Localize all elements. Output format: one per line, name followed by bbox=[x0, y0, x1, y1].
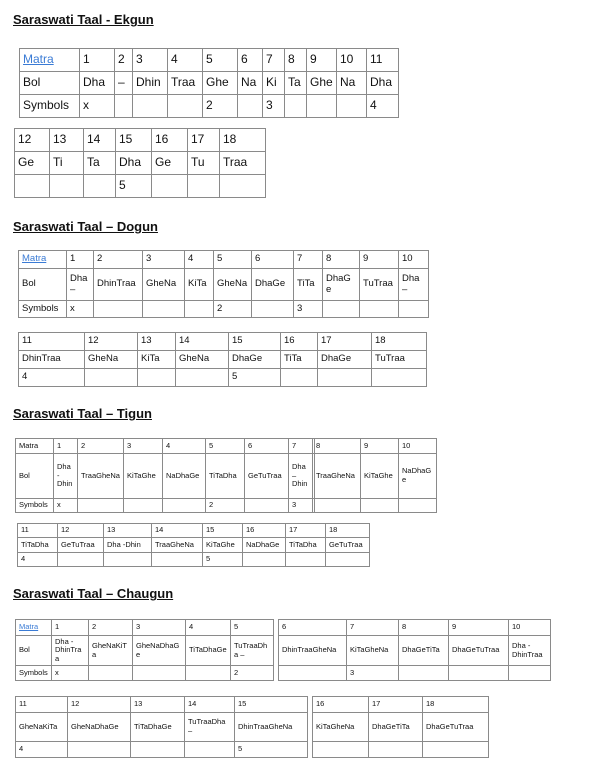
table-cell bbox=[449, 666, 509, 681]
table-row bbox=[279, 620, 551, 636]
table-cell bbox=[185, 742, 235, 758]
table-cell: TraaGheNa bbox=[78, 454, 124, 499]
section-title-ekgun: Saraswati Taal - Ekgun bbox=[13, 12, 154, 27]
table-cell: DhaGeTiTa bbox=[369, 713, 423, 742]
table-cell: 10 bbox=[337, 49, 367, 72]
table-row bbox=[279, 666, 551, 681]
table-cell: Ta bbox=[84, 152, 116, 175]
table-cell: 16 bbox=[281, 333, 318, 351]
table-cell: Dha - DhinTraa bbox=[52, 636, 89, 666]
table-row bbox=[16, 620, 274, 636]
table-cell: Traa bbox=[168, 72, 203, 95]
table-cell: 15 bbox=[229, 333, 281, 351]
ekgun-table-2 bbox=[14, 128, 266, 198]
table-cell bbox=[318, 369, 372, 387]
table-cell bbox=[50, 175, 84, 198]
table-cell: Ki bbox=[263, 72, 285, 95]
ekgun-table-1 bbox=[19, 48, 399, 118]
table-cell: GheNaKiTa bbox=[16, 713, 68, 742]
table-cell: Dha -Dhin bbox=[104, 538, 152, 553]
table-cell: GheNaDhaGe bbox=[133, 636, 186, 666]
table-cell: 1 bbox=[80, 49, 115, 72]
chaugun-table-1 bbox=[15, 619, 274, 681]
table-cell bbox=[89, 666, 133, 681]
table-cell: GeTuTraa bbox=[58, 538, 104, 553]
table-cell bbox=[245, 499, 289, 513]
table-cell: 17 bbox=[188, 129, 220, 152]
table-cell bbox=[104, 553, 152, 567]
table-row bbox=[19, 369, 427, 387]
table-cell: 15 bbox=[203, 524, 243, 538]
table-cell: NaDhaGe bbox=[243, 538, 286, 553]
table-cell: 7 bbox=[347, 620, 399, 636]
table-row bbox=[19, 351, 427, 369]
table-cell: 18 bbox=[372, 333, 427, 351]
table-cell: 3 bbox=[124, 439, 163, 454]
table-cell: DhaGe bbox=[229, 351, 281, 369]
table-cell bbox=[186, 666, 231, 681]
table-cell: 11 bbox=[18, 524, 58, 538]
table-cell: 11 bbox=[16, 697, 68, 713]
section-title-chaugun: Saraswati Taal – Chaugun bbox=[13, 586, 174, 601]
table-cell: 1 bbox=[52, 620, 89, 636]
table-cell bbox=[326, 553, 370, 567]
table-cell bbox=[68, 742, 131, 758]
table-cell: 9 bbox=[307, 49, 337, 72]
table-row bbox=[313, 454, 437, 499]
table-cell: 11 bbox=[367, 49, 399, 72]
table-row bbox=[19, 301, 429, 318]
table-row bbox=[15, 152, 266, 175]
table-cell: DhaGeTuTraa bbox=[423, 713, 489, 742]
table-cell: Bol bbox=[20, 72, 80, 95]
chaugun-table-3 bbox=[15, 696, 308, 758]
table-cell: Dha – Dhin bbox=[289, 454, 315, 499]
table-row bbox=[19, 269, 429, 301]
table-cell bbox=[152, 175, 188, 198]
table-cell: DhaGeTiTa bbox=[399, 636, 449, 666]
table-cell: 2 bbox=[231, 666, 274, 681]
section-title-tigun: Saraswati Taal – Tigun bbox=[13, 406, 152, 421]
section-title-dogun: Saraswati Taal – Dogun bbox=[13, 219, 158, 234]
table-cell: Dhin bbox=[133, 72, 168, 95]
table-cell: 3 bbox=[143, 251, 185, 269]
table-row bbox=[15, 175, 266, 198]
table-cell: 17 bbox=[286, 524, 326, 538]
table-cell: 10 bbox=[509, 620, 551, 636]
table-cell: 17 bbox=[318, 333, 372, 351]
table-cell: 9 bbox=[361, 439, 399, 454]
table-cell: Dha bbox=[80, 72, 115, 95]
table-cell: 1 bbox=[54, 439, 78, 454]
table-cell: GheNa bbox=[214, 269, 252, 301]
table-cell: 10 bbox=[399, 251, 429, 269]
table-cell: DhinTraaGheNa bbox=[235, 713, 308, 742]
table-cell: TiTaDhaGe bbox=[131, 713, 185, 742]
table-cell bbox=[115, 95, 133, 118]
table-cell bbox=[143, 301, 185, 318]
dogun-table-1 bbox=[18, 250, 429, 318]
table-cell: 17 bbox=[369, 697, 423, 713]
table-cell bbox=[399, 666, 449, 681]
table-cell: GheNa bbox=[176, 351, 229, 369]
table-cell: 5 bbox=[235, 742, 308, 758]
table-cell: 12 bbox=[85, 333, 138, 351]
table-cell: Bol bbox=[19, 269, 67, 301]
table-cell bbox=[58, 553, 104, 567]
table-cell: Bol bbox=[16, 636, 52, 666]
table-cell: x bbox=[80, 95, 115, 118]
table-cell: TiTaDha bbox=[206, 454, 245, 499]
table-row bbox=[313, 713, 489, 742]
table-cell: DhaGeTuTraa bbox=[449, 636, 509, 666]
table-row bbox=[313, 697, 489, 713]
table-cell bbox=[281, 369, 318, 387]
table-cell bbox=[188, 175, 220, 198]
table-cell: Symbols bbox=[20, 95, 80, 118]
table-cell bbox=[313, 742, 369, 758]
table-cell: 18 bbox=[220, 129, 266, 152]
table-cell bbox=[133, 666, 186, 681]
table-cell bbox=[360, 301, 399, 318]
table-cell: DhaGe bbox=[318, 351, 372, 369]
table-cell: 18 bbox=[326, 524, 370, 538]
table-cell: Ti bbox=[50, 152, 84, 175]
table-cell: 11 bbox=[19, 333, 85, 351]
table-cell: 5 bbox=[203, 49, 238, 72]
table-cell: 12 bbox=[15, 129, 50, 152]
table-cell: 5 bbox=[231, 620, 274, 636]
table-cell: 12 bbox=[68, 697, 131, 713]
table-cell bbox=[307, 95, 337, 118]
table-cell: 3 bbox=[133, 620, 186, 636]
table-cell: 1 bbox=[67, 251, 94, 269]
table-cell: TiTaDha bbox=[286, 538, 326, 553]
dogun-table-2 bbox=[18, 332, 427, 387]
table-cell: 4 bbox=[163, 439, 206, 454]
table-cell bbox=[185, 301, 214, 318]
tigun-table-3 bbox=[17, 523, 370, 567]
table-cell: Ghe bbox=[203, 72, 238, 95]
table-cell: Matra bbox=[16, 439, 54, 454]
tigun-table-2 bbox=[312, 438, 437, 513]
table-cell: 2 bbox=[89, 620, 133, 636]
table-row bbox=[16, 697, 308, 713]
table-cell: GheNaKiTa bbox=[89, 636, 133, 666]
table-row bbox=[16, 742, 308, 758]
table-cell: Traa bbox=[220, 152, 266, 175]
table-cell: KiTaGheNa bbox=[347, 636, 399, 666]
table-cell: 8 bbox=[399, 620, 449, 636]
table-cell: KiTaGhe bbox=[361, 454, 399, 499]
table-cell: 5 bbox=[206, 439, 245, 454]
table-row bbox=[16, 499, 315, 513]
table-cell: DhinTraa bbox=[19, 351, 85, 369]
table-cell: 4 bbox=[185, 251, 214, 269]
table-row bbox=[313, 742, 489, 758]
table-cell: 15 bbox=[235, 697, 308, 713]
table-cell: 9 bbox=[360, 251, 399, 269]
table-cell: 10 bbox=[399, 439, 437, 454]
chaugun-table-2 bbox=[278, 619, 551, 681]
chaugun-table-4 bbox=[312, 696, 489, 758]
table-row bbox=[279, 636, 551, 666]
table-cell bbox=[84, 175, 116, 198]
table-cell: DhaGe bbox=[252, 269, 294, 301]
table-cell bbox=[399, 301, 429, 318]
table-cell: 14 bbox=[176, 333, 229, 351]
table-cell: TuTraaDha – bbox=[231, 636, 274, 666]
table-row bbox=[16, 666, 274, 681]
table-cell: Matra bbox=[20, 49, 80, 72]
table-cell: Na bbox=[238, 72, 263, 95]
table-row bbox=[16, 636, 274, 666]
table-cell: 9 bbox=[449, 620, 509, 636]
table-cell: 5 bbox=[229, 369, 281, 387]
table-cell: 16 bbox=[152, 129, 188, 152]
table-cell bbox=[323, 301, 360, 318]
table-cell: TiTaDhaGe bbox=[186, 636, 231, 666]
table-cell: 4 bbox=[18, 553, 58, 567]
table-cell: NaDhaGe bbox=[399, 454, 437, 499]
table-cell: 3 bbox=[289, 499, 315, 513]
table-cell: 14 bbox=[84, 129, 116, 152]
table-cell: GeTuTraa bbox=[326, 538, 370, 553]
table-cell bbox=[220, 175, 266, 198]
table-cell: TuTraa bbox=[372, 351, 427, 369]
table-cell: KiTaGhe bbox=[203, 538, 243, 553]
table-row bbox=[20, 49, 399, 72]
table-row bbox=[16, 454, 315, 499]
table-cell: Bol bbox=[16, 454, 54, 499]
table-cell: 16 bbox=[313, 697, 369, 713]
table-cell: 4 bbox=[186, 620, 231, 636]
table-row bbox=[16, 713, 308, 742]
table-cell: 4 bbox=[168, 49, 203, 72]
table-cell bbox=[285, 95, 307, 118]
table-cell: GeTuTraa bbox=[245, 454, 289, 499]
table-cell: 8 bbox=[313, 439, 361, 454]
table-cell bbox=[152, 553, 203, 567]
table-cell bbox=[94, 301, 143, 318]
table-cell bbox=[369, 742, 423, 758]
tigun-table-1 bbox=[15, 438, 315, 513]
table-cell: 3 bbox=[263, 95, 285, 118]
table-cell: 18 bbox=[423, 697, 489, 713]
table-cell: 2 bbox=[206, 499, 245, 513]
table-cell: 6 bbox=[252, 251, 294, 269]
table-cell: Symbols bbox=[16, 666, 52, 681]
table-cell: 13 bbox=[50, 129, 84, 152]
table-cell: 8 bbox=[285, 49, 307, 72]
table-cell: 16 bbox=[243, 524, 286, 538]
table-cell: 3 bbox=[133, 49, 168, 72]
table-cell: 3 bbox=[294, 301, 323, 318]
table-cell: 7 bbox=[263, 49, 285, 72]
table-cell: KiTaGhe bbox=[124, 454, 163, 499]
table-cell: 12 bbox=[58, 524, 104, 538]
table-row bbox=[20, 72, 399, 95]
table-cell: 2 bbox=[78, 439, 124, 454]
table-cell: TraaGheNa bbox=[313, 454, 361, 499]
table-cell: Matra bbox=[19, 251, 67, 269]
table-row bbox=[19, 333, 427, 351]
table-cell bbox=[133, 95, 168, 118]
table-cell: 2 bbox=[203, 95, 238, 118]
table-cell: 4 bbox=[367, 95, 399, 118]
table-cell: Symbols bbox=[19, 301, 67, 318]
table-row bbox=[20, 95, 399, 118]
table-cell bbox=[168, 95, 203, 118]
table-cell: 2 bbox=[115, 49, 133, 72]
table-cell: GheNa bbox=[143, 269, 185, 301]
table-cell: x bbox=[67, 301, 94, 318]
table-cell: Dha bbox=[367, 72, 399, 95]
table-cell: TiTa bbox=[294, 269, 323, 301]
table-row bbox=[313, 439, 437, 454]
table-cell bbox=[423, 742, 489, 758]
table-cell bbox=[279, 666, 347, 681]
table-cell bbox=[238, 95, 263, 118]
table-cell: DhinTraa bbox=[94, 269, 143, 301]
table-cell: GheNaDhaGe bbox=[68, 713, 131, 742]
table-cell: – bbox=[115, 72, 133, 95]
table-cell: 13 bbox=[138, 333, 176, 351]
table-cell: NaDhaGe bbox=[163, 454, 206, 499]
table-cell: 15 bbox=[116, 129, 152, 152]
table-cell: Na bbox=[337, 72, 367, 95]
table-row bbox=[16, 439, 315, 454]
table-cell: Dha – bbox=[399, 269, 429, 301]
table-cell bbox=[131, 742, 185, 758]
table-cell bbox=[361, 499, 399, 513]
table-cell: TraaGheNa bbox=[152, 538, 203, 553]
table-cell: x bbox=[54, 499, 78, 513]
table-cell: Dha – bbox=[67, 269, 94, 301]
table-cell: Dha - DhinTraa bbox=[509, 636, 551, 666]
table-cell bbox=[138, 369, 176, 387]
table-cell: TiTa bbox=[281, 351, 318, 369]
table-cell bbox=[243, 553, 286, 567]
table-cell: TiTaDha bbox=[18, 538, 58, 553]
table-cell: Symbols bbox=[16, 499, 54, 513]
table-cell: 6 bbox=[245, 439, 289, 454]
table-cell: GheNa bbox=[85, 351, 138, 369]
table-cell: 5 bbox=[214, 251, 252, 269]
table-cell: 13 bbox=[131, 697, 185, 713]
table-cell: TuTraaDha – bbox=[185, 713, 235, 742]
table-cell: TuTraa bbox=[360, 269, 399, 301]
table-cell bbox=[399, 499, 437, 513]
table-cell: KiTa bbox=[185, 269, 214, 301]
table-cell: 13 bbox=[104, 524, 152, 538]
table-cell: 4 bbox=[16, 742, 68, 758]
table-cell bbox=[85, 369, 138, 387]
table-cell: DhaGe bbox=[323, 269, 360, 301]
table-cell: 4 bbox=[19, 369, 85, 387]
table-cell bbox=[337, 95, 367, 118]
table-row bbox=[18, 524, 370, 538]
table-row bbox=[19, 251, 429, 269]
table-cell: 3 bbox=[347, 666, 399, 681]
table-cell: KiTa bbox=[138, 351, 176, 369]
table-cell bbox=[372, 369, 427, 387]
table-cell bbox=[509, 666, 551, 681]
table-cell: x bbox=[52, 666, 89, 681]
table-cell bbox=[15, 175, 50, 198]
table-cell: 6 bbox=[279, 620, 347, 636]
table-cell: Matra bbox=[16, 620, 52, 636]
table-cell: 7 bbox=[289, 439, 315, 454]
table-cell: 14 bbox=[185, 697, 235, 713]
table-cell: Ge bbox=[152, 152, 188, 175]
table-cell bbox=[252, 301, 294, 318]
table-cell: Dha - Dhin bbox=[54, 454, 78, 499]
table-cell: Ge bbox=[15, 152, 50, 175]
table-cell: Tu bbox=[188, 152, 220, 175]
table-row bbox=[18, 538, 370, 553]
table-cell: 5 bbox=[203, 553, 243, 567]
table-cell: Dha bbox=[116, 152, 152, 175]
table-cell bbox=[313, 499, 361, 513]
table-cell: 6 bbox=[238, 49, 263, 72]
table-row bbox=[18, 553, 370, 567]
table-cell: 2 bbox=[214, 301, 252, 318]
table-row bbox=[313, 499, 437, 513]
table-cell: KiTaGheNa bbox=[313, 713, 369, 742]
table-cell bbox=[176, 369, 229, 387]
table-cell: 5 bbox=[116, 175, 152, 198]
table-cell: Ghe bbox=[307, 72, 337, 95]
table-cell: 7 bbox=[294, 251, 323, 269]
table-cell bbox=[78, 499, 124, 513]
table-cell bbox=[163, 499, 206, 513]
table-cell: 14 bbox=[152, 524, 203, 538]
table-cell: Ta bbox=[285, 72, 307, 95]
table-cell bbox=[124, 499, 163, 513]
table-cell: 2 bbox=[94, 251, 143, 269]
table-row bbox=[15, 129, 266, 152]
table-cell: 8 bbox=[323, 251, 360, 269]
table-cell bbox=[286, 553, 326, 567]
table-cell: DhinTraaGheNa bbox=[279, 636, 347, 666]
